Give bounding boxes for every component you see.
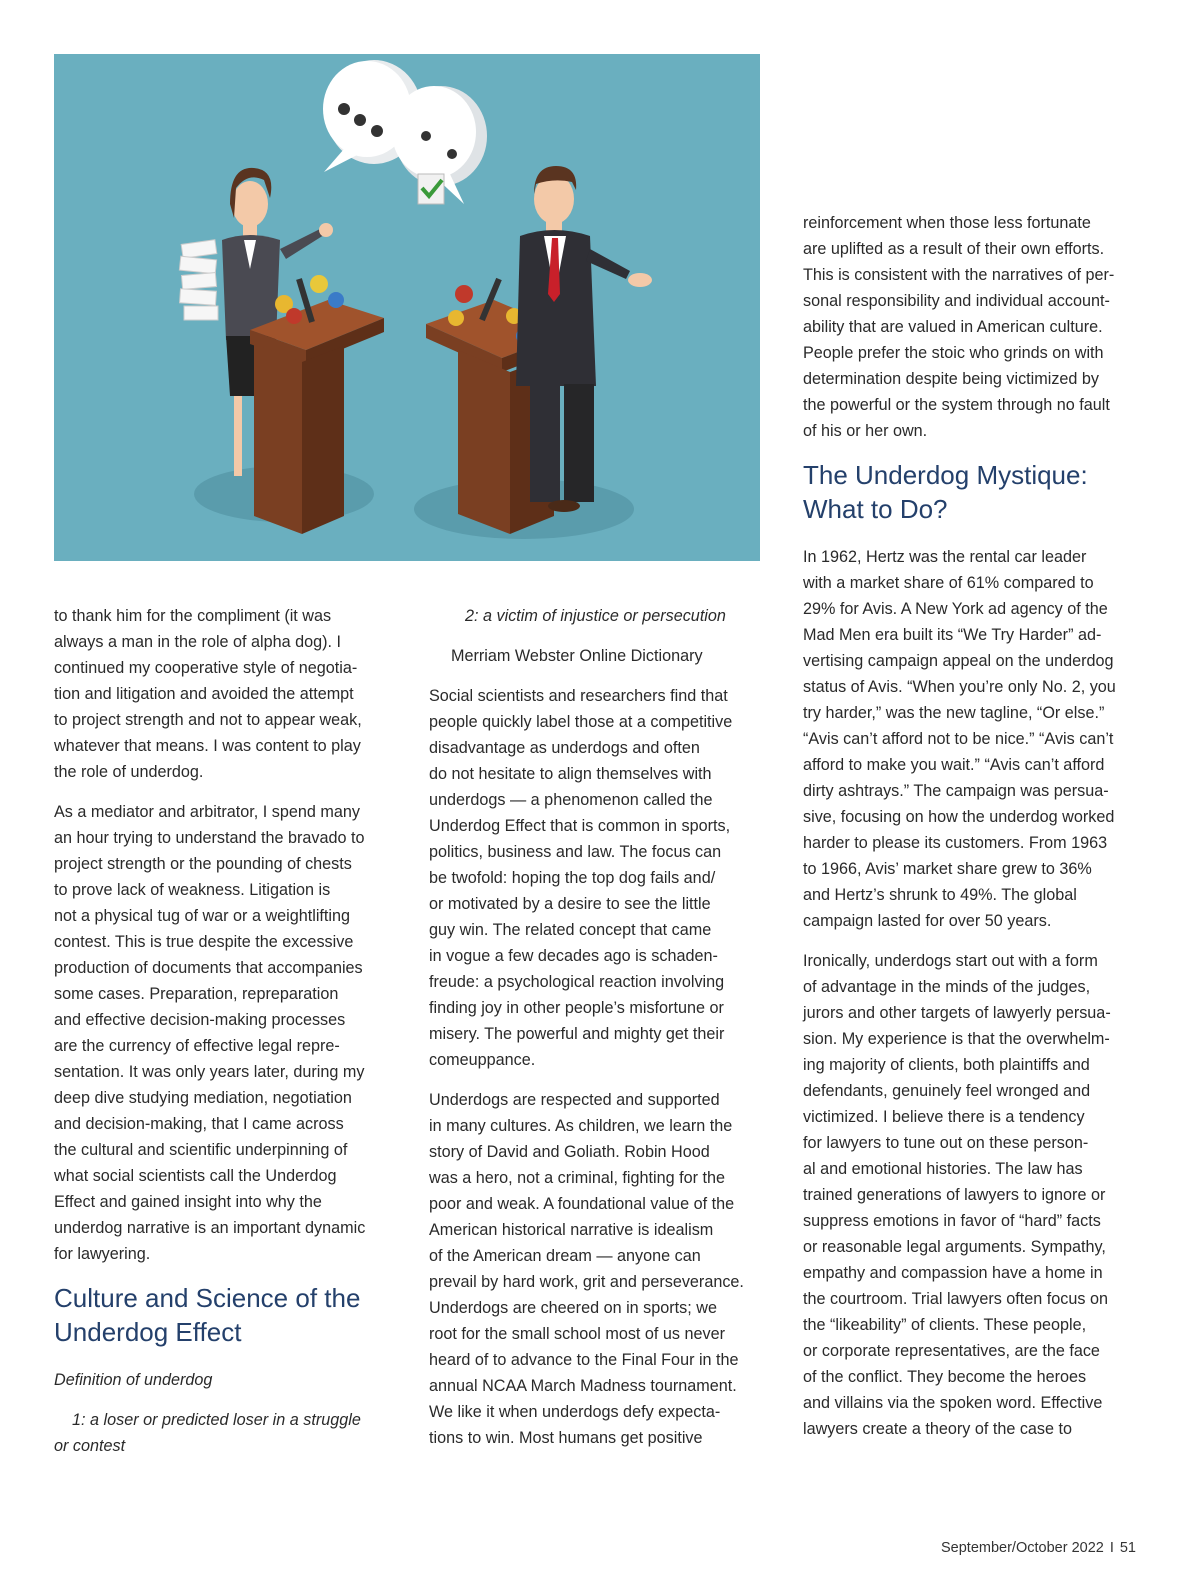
page-footer	[941, 1540, 1136, 1556]
footer-separator: I	[1109, 1540, 1114, 1556]
paragraph: Underdogs are respected and supported in many cultures. As children, we learn the story of David and Goliath. Robin Hood was a hero, not a criminal, fighting for the poor and weak. A foundational value of the American historical narrative is idealism of the American dream — anyone can prevail by hard work, grit and perseverance. Underdogs are cheered on in sports; we root for the small school most of us never heard of to advance to the Final Four in the annual NCAA March Madness tournament. We like it when underdogs defy expecta- tions to win. Most humans get positive	[429, 1091, 744, 1447]
speech-bubble-icon	[323, 60, 487, 204]
definition-item: 2: a victim of injustice or persecution	[465, 607, 726, 625]
paragraph: to thank him for the compliment (it was always a man in the role of alpha dog). I continued my cooperative style of negotia- tion and litigation and avoided the attempt to project strength and not to appear weak, whatever that means. I was content to play the role of underdog.	[54, 607, 362, 781]
document-stack-icon	[179, 240, 218, 320]
definition-source: Merriam Webster Online Dictionary	[451, 647, 703, 665]
column-1	[54, 603, 394, 1473]
paragraph: As a mediator and arbitrator, I spend many an hour trying to understand the bravado to project strength or the pounding of chests to prove lack of weakness. Litigation is not a physical tug of war or a weightlifting contest. This is true despite the excessive production of documents that accompanies some cases. Preparation, repreparation and effective decision-making processes are the currency of effective legal repre- sentation. It was only years later, during my deep dive studying mediation, negotiation and decision-making, that I came across the cultural and scientific underpinning of what social scientists call the Underdog Effect and gained insight into why the underdog narrative is an important dynamic for lawyering.	[54, 803, 366, 1263]
section-heading: The Underdog Mystique: What to Do?	[803, 460, 1088, 524]
page-number: 51	[1119, 1540, 1136, 1556]
column-3	[803, 210, 1143, 1456]
issue-date: September/October 2022	[941, 1540, 1104, 1556]
paragraph: Ironically, underdogs start out with a form of advantage in the minds of the judges, jurors and other targets of lawyerly persua- sion. My experience is that the overwhelm- ing majority of clients, both plaintiffs and defendants, genuinely feel wronged and victimized. I believe there is a tendency for lawyers to tune out on these person- al and emotional histories. The law has trained generations of lawyers to ignore or suppress emotions in favor of “hard” facts or reasonable legal arguments. Sympathy, empathy and compassion have a home in the courtroom. Trial lawyers often focus on the “likeability” of clients. These people, or corporate representatives, are the face of the conflict. They become the heroes and villains via the spoken word. Effective lawyers create a theory of the case to	[803, 952, 1111, 1438]
paragraph: In 1962, Hertz was the rental car leader with a market share of 61% compared to 29% for Avis. A New York ad agency of the Mad Men era built its “We Try Harder” ad- vertising campaign appeal on the underdog status of Avis. “When you’re only No. 2, you try harder,” was the new tagline, “Or else.” “Avis can’t afford not to be nice.” “Avis can’t afford to make you wait.” “Avis can’t afford dirty ashtrays.” The campaign was persua- sive, focusing on how the underdog worked harder to please its customers. From 1963 to 1966, Avis’ market share grew to 36% and Hertz’s shrunk to 49%. The global campaign lasted for over 50 years.	[803, 548, 1116, 930]
debate-illustration	[54, 54, 760, 561]
paragraph: Social scientists and researchers find that people quickly label those at a competitive disadvantage as underdogs and often do not hesitate to align themselves with underdogs — a phenomenon called the Underdog Effect that is common in sports, politics, business and law. The focus can be twofold: hoping the top dog fails and/ or motivated by a desire to see the little guy win. The related concept that came in vogue a few decades ago is schaden- freude: a psychological reaction involving finding joy in other people’s misfortune or misery. The powerful and mighty get their comeuppance.	[429, 687, 733, 1069]
definition-title: Definition of underdog	[54, 1371, 213, 1389]
debate-podiums-illustration	[54, 54, 760, 561]
column-2	[429, 603, 769, 1465]
section-heading: Culture and Science of the Underdog Effect	[54, 1283, 361, 1347]
man-speaker	[516, 166, 652, 512]
definition-item: 1: a loser or predicted loser in a struggle or contest	[54, 1411, 361, 1455]
paragraph: reinforcement when those less fortunate are uplifted as a result of their own efforts. This is consistent with the narratives of per- sonal responsibility and individual account- ability that are valued in American culture. People prefer the stoic who grinds on with determination despite being victimized by the powerful or the system through no fault of his or her own.	[803, 214, 1115, 440]
